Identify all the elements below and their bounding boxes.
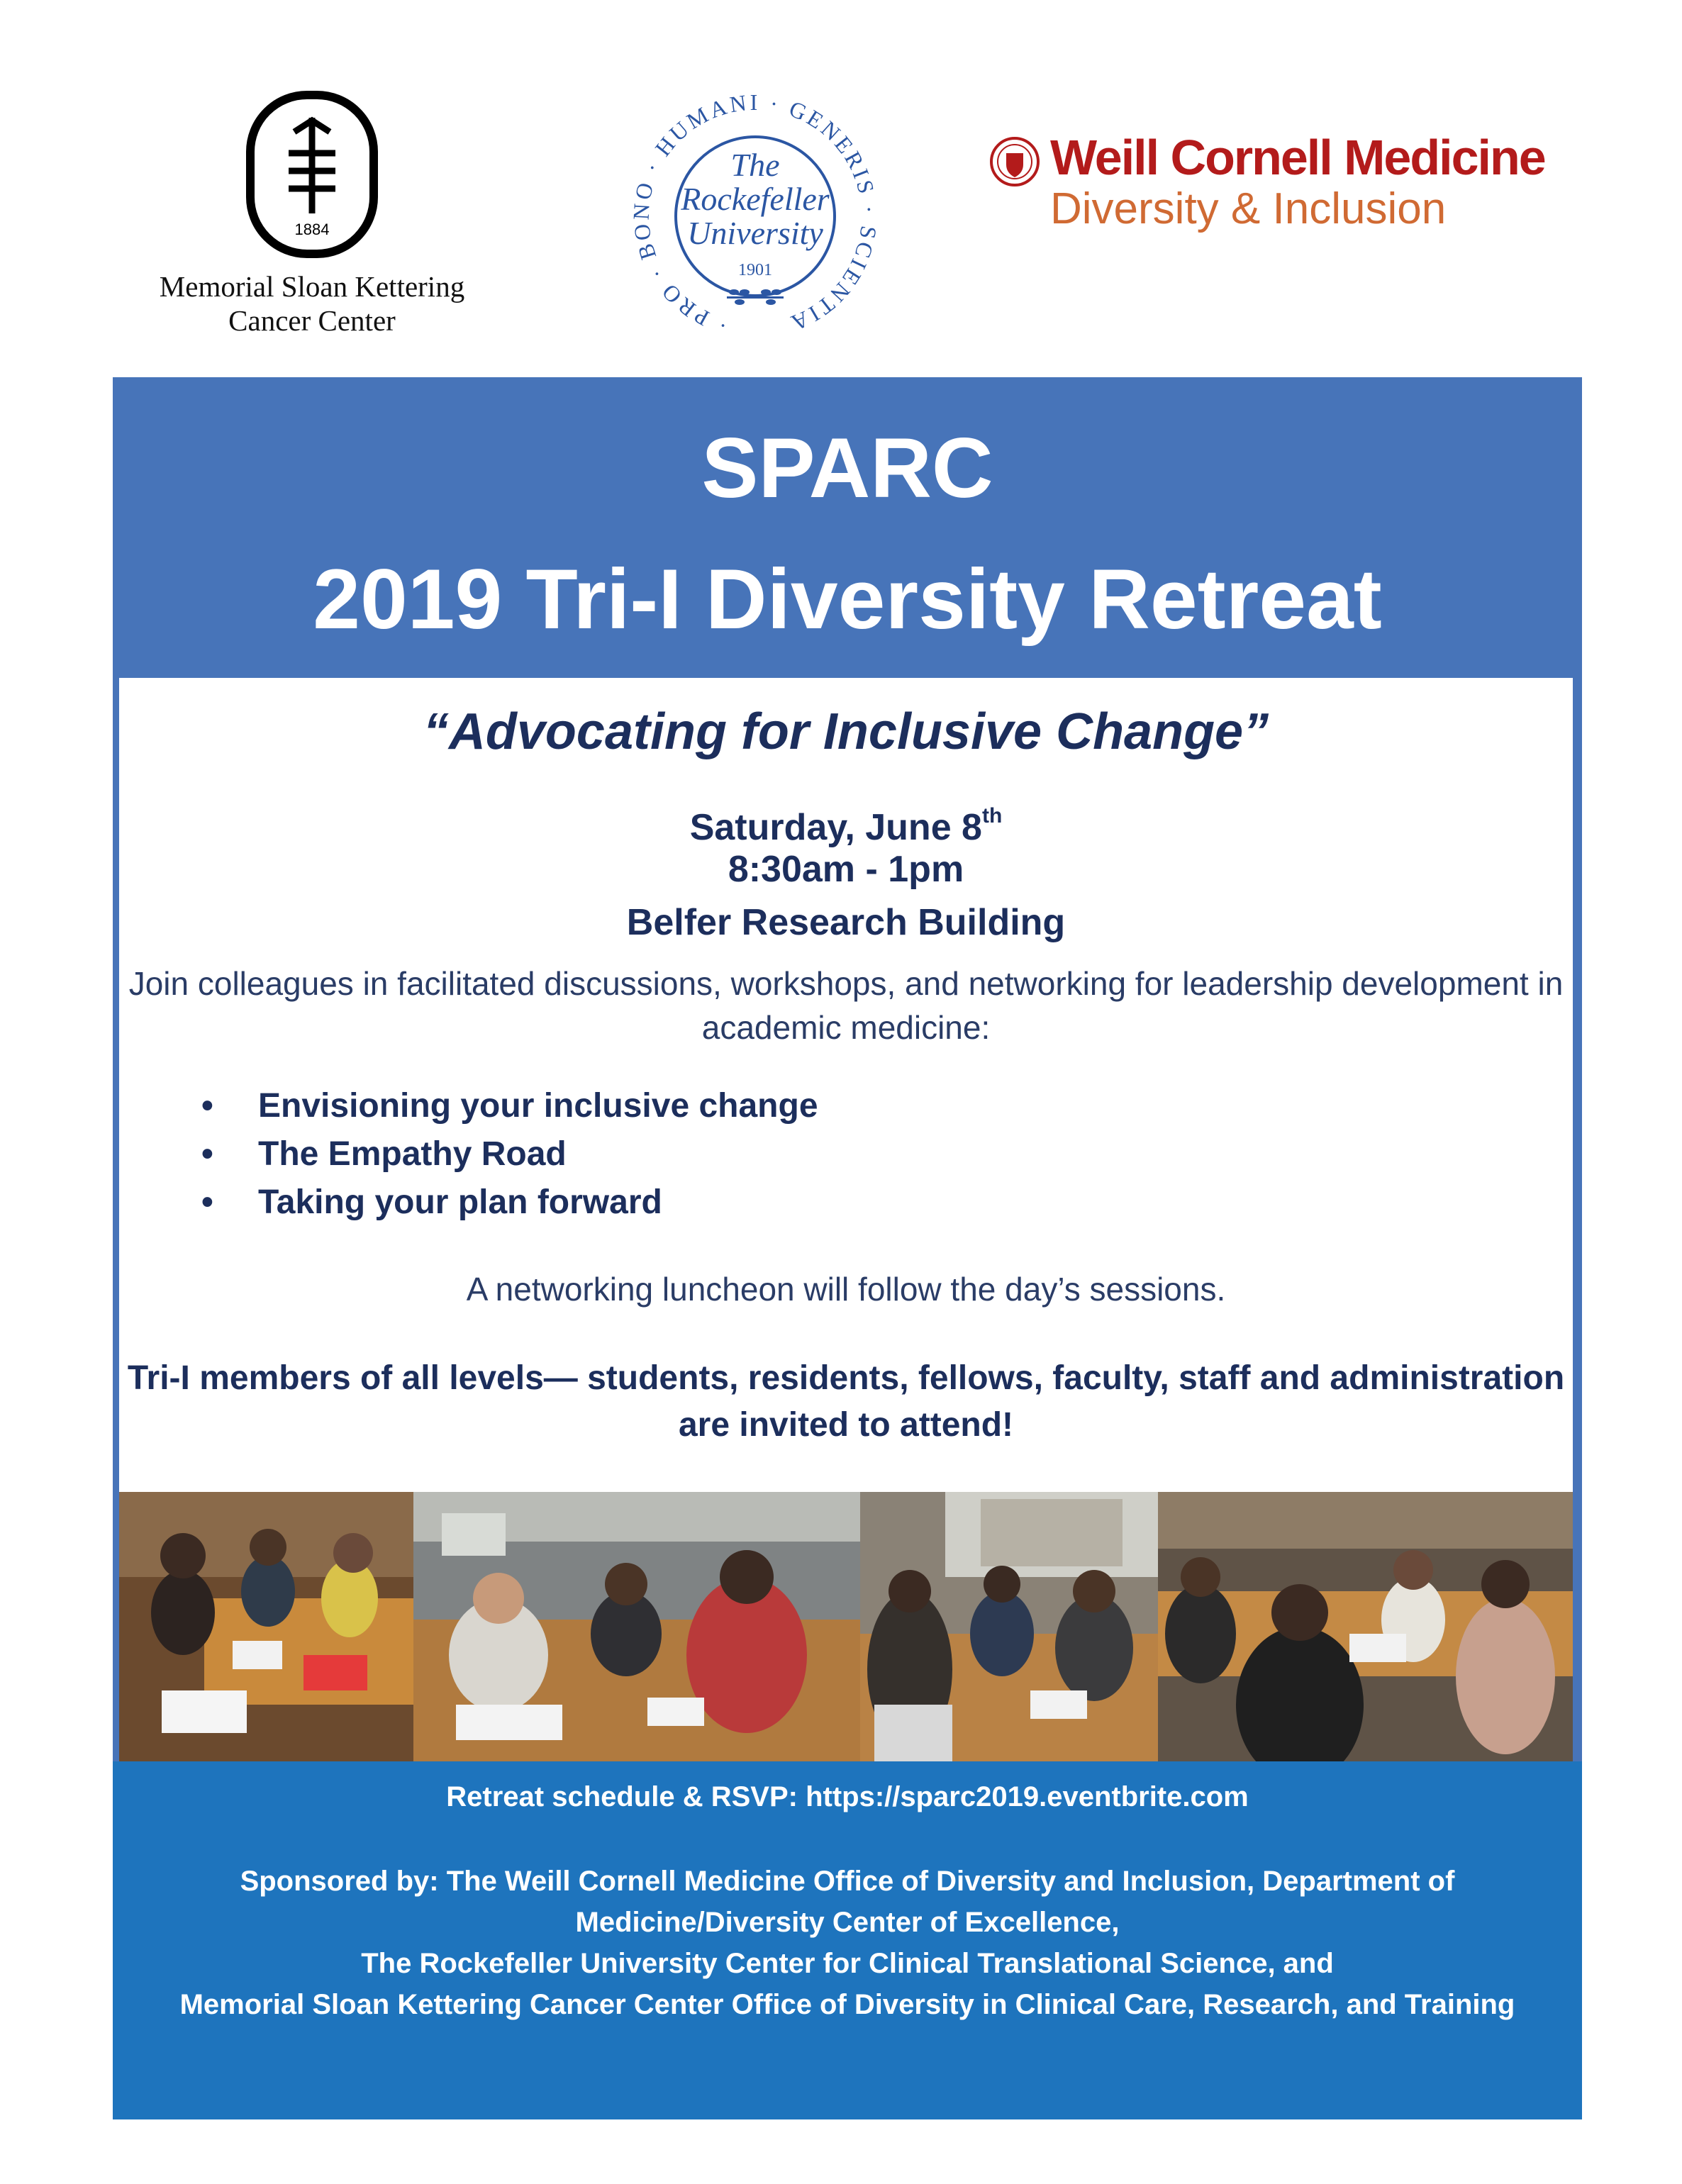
sponsor-line: Memorial Sloan Kettering Cancer Center Office of Diversity in Clinical Care, Research, and Training — [179, 1989, 1515, 2020]
rockefeller-year: 1901 — [738, 261, 772, 279]
event-date — [119, 791, 1573, 852]
agenda-list — [176, 1082, 1310, 1227]
sponsor-line: The Rockefeller University Center for Clinical Translational Science, and — [361, 1948, 1334, 1979]
rsvp-text: Retreat schedule & RSVP: https://sparc2019.eventbrite.com — [446, 1781, 1249, 1812]
sponsor-line: Sponsored by: The Weill Cornell Medicine Office of Diversity and Inclusion, Department of — [240, 1866, 1455, 1897]
footer — [113, 1761, 1582, 2119]
photo-strip — [119, 1492, 1573, 1761]
wcm-name: Weill Cornell Medicine — [1050, 130, 1545, 185]
title-sparc: SPARC — [701, 420, 993, 516]
event-tagline: “Advocating for Inclusive Change” — [423, 703, 1269, 760]
rockefeller-seal — [606, 71, 904, 355]
mskcc-year: 1884 — [294, 221, 330, 238]
sponsor-line: Medicine/Diversity Center of Excellence, — [575, 1907, 1120, 1938]
event-venue: Belfer Research Building — [626, 902, 1066, 943]
bullet-icon: • — [201, 1183, 213, 1221]
bullet-icon: • — [201, 1135, 213, 1173]
rockefeller-line2: Rockefeller — [681, 181, 830, 217]
mskcc-tree-icon — [245, 89, 379, 260]
mskcc-name-line2: Cancer Center — [228, 304, 396, 337]
laurel-icon — [727, 289, 784, 305]
event-date-text: Saturday, June 8 — [689, 807, 982, 848]
luncheon-note: A networking luncheon will follow the day’s sessions. — [466, 1271, 1226, 1308]
sponsors — [113, 1861, 1582, 2025]
retreat-photo-1 — [119, 1492, 413, 1761]
retreat-photo-3 — [860, 1492, 1158, 1761]
mskcc-name-line1: Memorial Sloan Kettering — [159, 270, 465, 303]
retreat-photo-2 — [413, 1492, 860, 1761]
title-retreat: 2019 Tri-I Diversity Retreat — [313, 552, 1382, 647]
agenda-item: • The Empathy Road — [176, 1130, 1310, 1179]
audience-note: Tri-I members of all levels— students, residents, fellows, faculty, staff and administration are invited to attend! — [127, 1359, 1565, 1444]
mskcc-logo — [113, 84, 511, 353]
rockefeller-line1: The — [730, 147, 780, 183]
event-time: 8:30am - 1pm — [728, 849, 964, 890]
bullet-icon: • — [201, 1087, 213, 1125]
rockefeller-motto: · PRO · BONO · HUMANI · GENERIS · SCIENTIA — [628, 89, 883, 340]
agenda-item: • Taking your plan forward — [176, 1179, 1310, 1227]
cornell-crest-icon — [989, 133, 1040, 190]
rockefeller-line3: University — [687, 215, 823, 251]
wcm-subtitle: Diversity & Inclusion — [1050, 184, 1447, 233]
event-intro: Join colleagues in facilitated discussions, workshops, and networking for leadership development in academic medicine: — [128, 965, 1564, 1046]
mskcc-name — [113, 269, 511, 338]
retreat-photo-4 — [1158, 1492, 1573, 1761]
agenda-item: • Envisioning your inclusive change — [176, 1082, 1310, 1130]
weill-cornell-logo — [989, 128, 1578, 241]
event-details — [119, 678, 1573, 1492]
event-date-suffix: th — [981, 804, 1003, 828]
